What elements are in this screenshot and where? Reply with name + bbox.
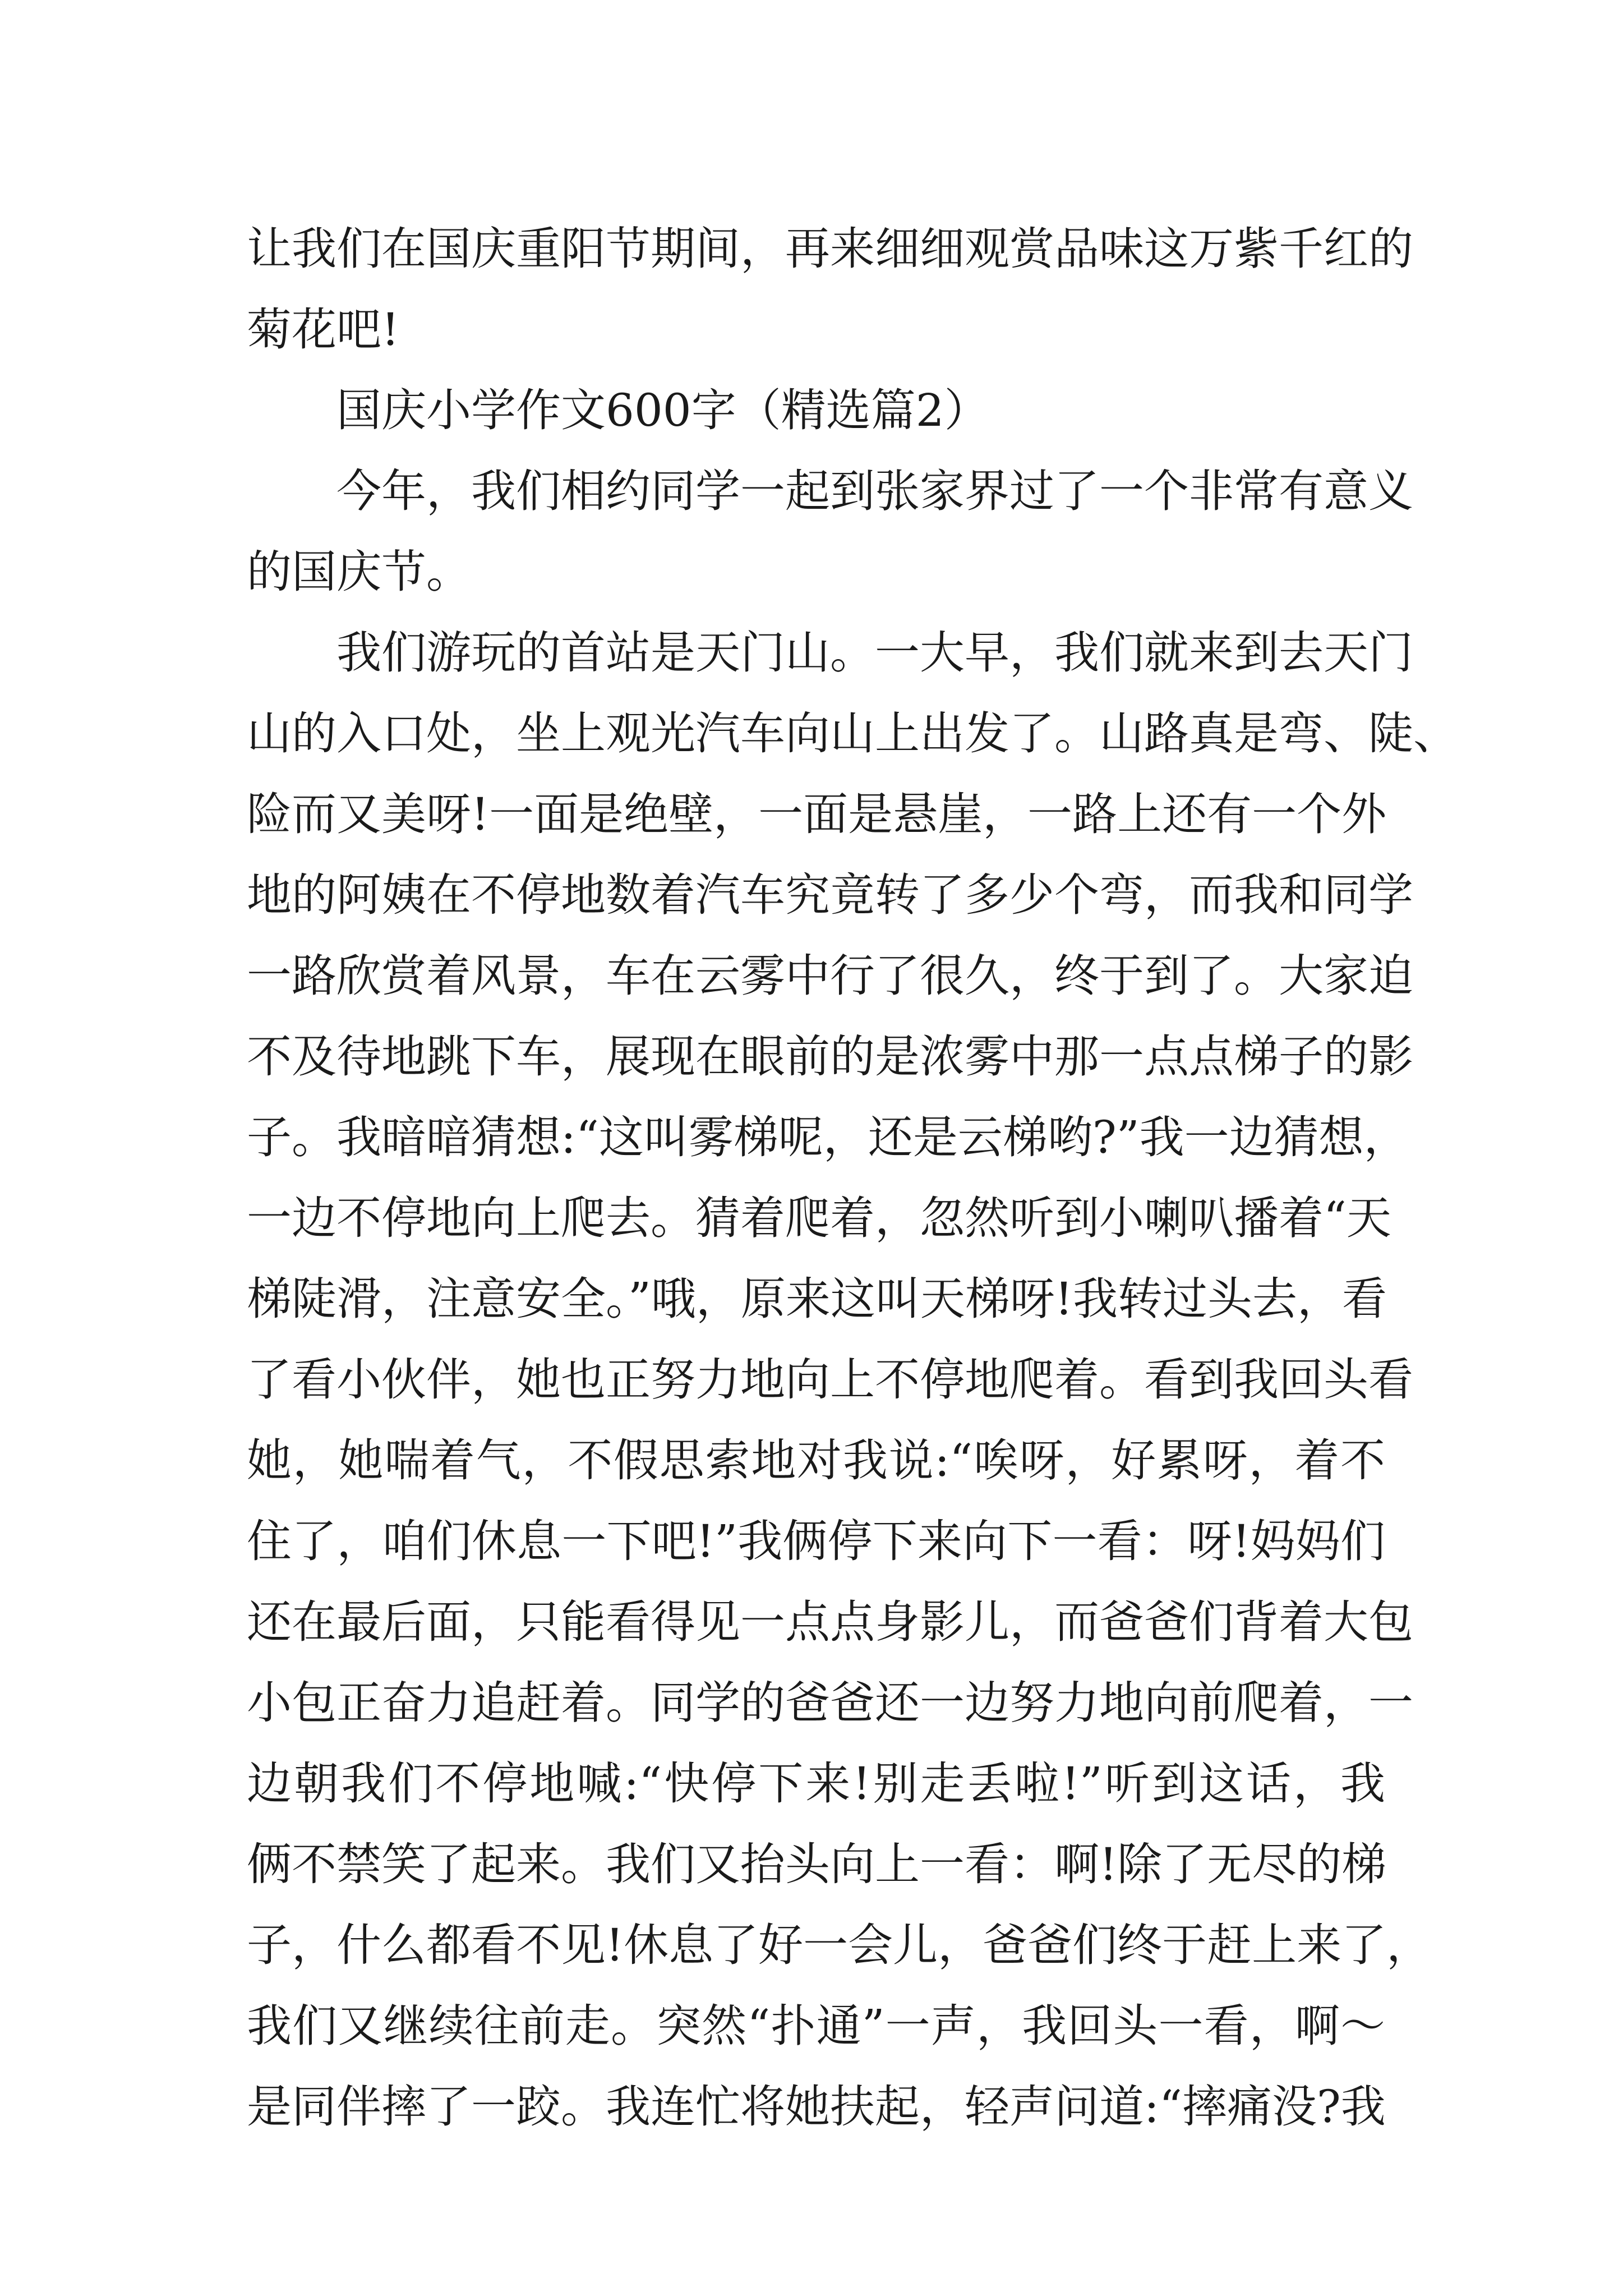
text-line: 是同伴摔了一跤。我连忙将她扶起，轻声问道:“摔痛没?我 bbox=[247, 2081, 1386, 2133]
text-line: 地的阿姨在不停地数着汽车究竟转了多少个弯，而我和同学 bbox=[247, 869, 1413, 921]
text-line: 一边不停地向上爬去。猜着爬着，忽然听到小喇叭播着“天 bbox=[247, 1192, 1391, 1244]
text-line: 山的入口处，坐上观光汽车向山上出发了。山路真是弯、陡、 bbox=[247, 707, 1458, 760]
text-line: 住了，咱们休息一下吧!”我俩停下来向下一看：呀!妈妈们 bbox=[247, 1515, 1385, 1567]
text-line: 今年，我们相约同学一起到张家界过了一个非常有意义 bbox=[336, 465, 1413, 517]
section-heading: 国庆小学作文600字（精选篇2） bbox=[336, 384, 989, 436]
text-line: 小包正奋力追赶着。同学的爸爸还一边努力地向前爬着，一 bbox=[247, 1677, 1413, 1729]
text-line: 险而又美呀!一面是绝壁，一面是悬崖，一路上还有一个外 bbox=[247, 788, 1387, 840]
text-line: 子。我暗暗猜想:“这叫雾梯呢，还是云梯哟?”我一边猜想， bbox=[247, 1111, 1409, 1163]
text-line: 不及待地跳下车，展现在眼前的是浓雾中那一点点梯子的影 bbox=[247, 1030, 1413, 1083]
text-line: 还在最后面，只能看得见一点点身影儿，而爸爸们背着大包 bbox=[247, 1596, 1413, 1648]
text-line: 梯陡滑，注意安全。”哦，原来这叫天梯呀!我转过头去，看 bbox=[247, 1273, 1387, 1325]
text-line: 一路欣赏着风景，车在云雾中行了很久，终于到了。大家迫 bbox=[247, 950, 1413, 1002]
text-line: 的国庆节。 bbox=[247, 546, 471, 598]
text-line: 子，什么都看不见!休息了好一会儿，爸爸们终于赶上来了， bbox=[247, 1919, 1432, 1971]
text-line: 俩不禁笑了起来。我们又抬头向上一看：啊!除了无尽的梯 bbox=[247, 1838, 1387, 1890]
text-line: 她，她喘着气，不假思索地对我说:“唉呀，好累呀，着不 bbox=[247, 1434, 1385, 1487]
text-line: 我们又继续往前走。突然“扑通”一声，我回头一看，啊～ bbox=[247, 2000, 1385, 2052]
article-text bbox=[247, 209, 1458, 2147]
text-line: 边朝我们不停地喊:“快停下来!别走丢啦!”听到这话，我 bbox=[247, 1757, 1385, 1810]
text-line: 我们游玩的首站是天门山。一大早，我们就来到去天门 bbox=[336, 627, 1413, 679]
text-line: 了看小伙伴，她也正努力地向上不停地爬着。看到我回头看 bbox=[247, 1354, 1413, 1406]
text-line: 菊花吧! bbox=[247, 303, 400, 356]
text-line: 让我们在国庆重阳节期间，再来细细观赏品味这万紫千红的 bbox=[247, 223, 1413, 275]
